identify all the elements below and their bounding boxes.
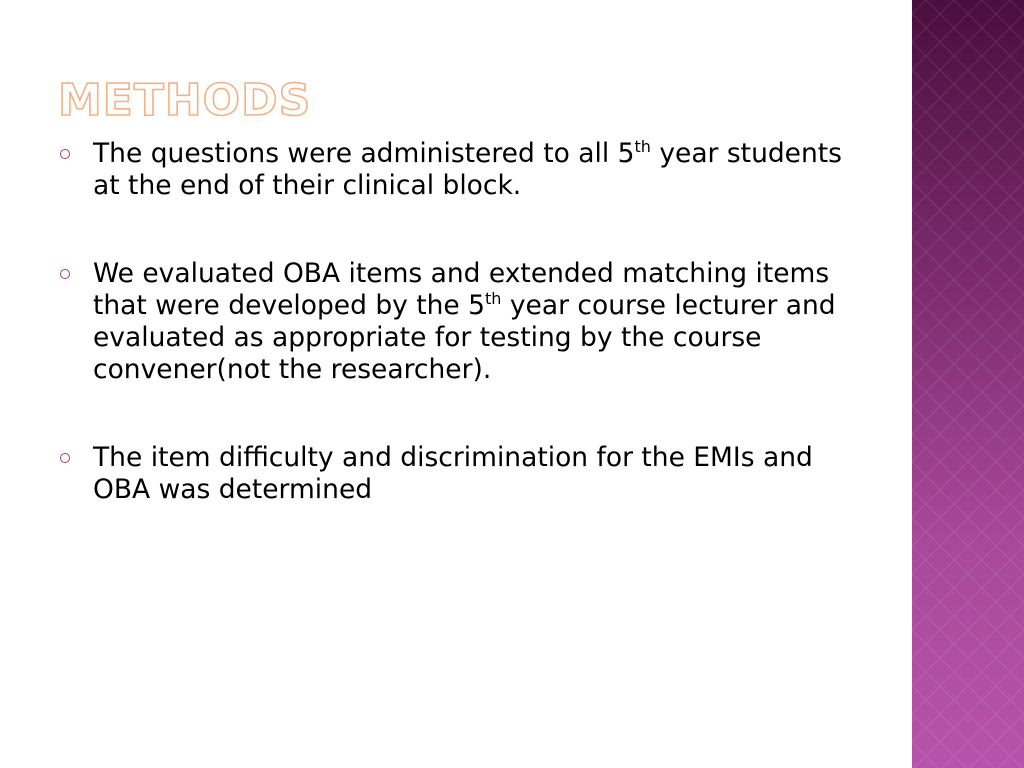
circle-bullet-icon xyxy=(60,269,70,279)
ordinal-suffix: th xyxy=(485,289,502,309)
bullet-text: We evaluated OBA items and extended matching items that were developed by the 5 xyxy=(93,258,830,321)
bullet-item xyxy=(60,258,860,386)
circle-bullet-icon xyxy=(60,453,70,463)
bullet-list xyxy=(60,138,860,562)
bullet-text: The questions were administered to all 5 xyxy=(93,138,635,169)
ordinal-suffix: th xyxy=(634,137,651,157)
bullet-text: year course lecturer and evaluated as appropriate for testing by the course convener(not the researcher). xyxy=(93,290,836,385)
slide-title: METHODS xyxy=(58,75,312,126)
bullet-item xyxy=(60,442,860,506)
circle-bullet-icon xyxy=(60,149,70,159)
bullet-text: year students at the end of their clinical block. xyxy=(93,138,842,201)
bullet-text: The item difficulty and discrimination for the EMIs and OBA was determined xyxy=(93,442,813,505)
diamond-pattern xyxy=(912,0,1024,768)
decorative-side-panel xyxy=(912,0,1024,768)
bullet-item xyxy=(60,138,860,202)
